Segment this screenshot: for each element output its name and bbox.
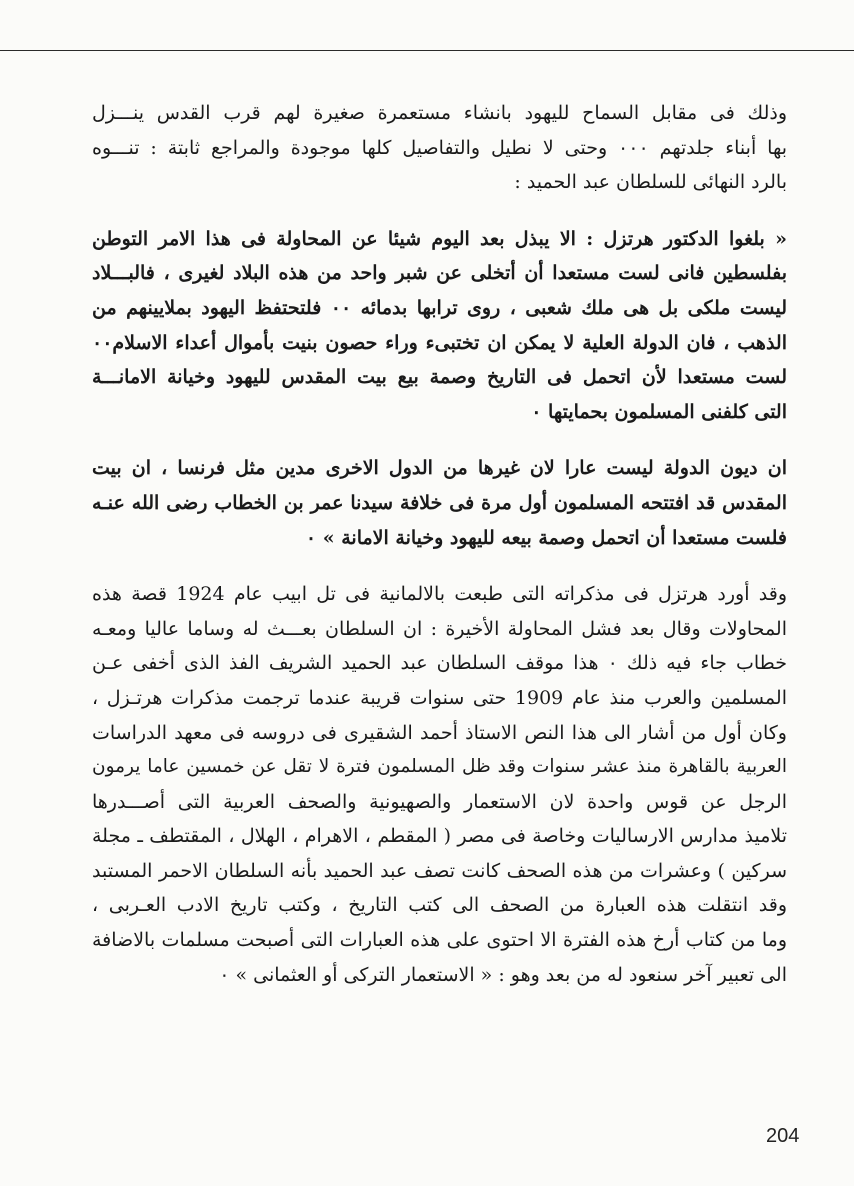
text-line: وما من كتاب أرخ هذه الفترة الا احتوى على هذه العبارات التى أصبحت مسلمات بالاضافة [92,929,787,952]
text-line: بها أبناء جلدتهم ٠٠٠ وحتى لا نطيل والتفاصيل كلها موجودة والمراجع ثابتة : تنـــوه [92,136,787,159]
text-line: التى كلفنى المسلمون بحمايتها ٠ [531,400,787,423]
page-number: 204 [766,1125,800,1147]
page-body [92,96,787,992]
text-line: « بلغوا الدكتور هرتزل : الا يبذل بعد اليوم شيئا عن المحاولة فى هذا الامر التوطن [92,227,787,250]
text-line: لست مستعدا لأن اتحمل فى التاريخ وصمة بيع بيت المقدس لليهود وخيانة الامانـــة [92,366,787,389]
text-line: المقدس قد افتتحه المسلمون أول مرة فى خلافة سيدنا عمر بن الخطاب رضى الله عنـه [92,491,787,514]
text-line: وقد انتقلت هذه العبارة من الصحف الى كتب التاريخ ، وكتب تاريخ الادب العـربى ، [92,894,787,917]
text-line: المحاولات وقال بعد فشل المحاولة الأخيرة : ان السلطان بعـــث له وساما عاليا ومعـه [92,617,787,640]
text-line: المسلمين والعرب منذ عام 1909 حتى سنوات قريبة عندما ترجمت مذكرات هرتـزل ، [92,686,787,709]
paragraph-quote-1 [92,222,787,430]
text-line: ليست ملكى بل هى ملك شعبى ، روى ترابها بدمائه ٠٠ فلتحتفظ اليهود بملايينهم من [92,296,787,319]
text-line: وذلك فى مقابل السماح لليهود بانشاء مستعمرة صغيرة لهم قرب القدس ينـــزل [92,102,787,124]
paragraph-commentary [92,577,787,992]
text-line: خطاب جاء فيه ذلك ٠ هذا موقف السلطان عبد الحميد الشريف الفذ الذى أخفى عـن [92,652,787,675]
text-line: وكان أول من أشار الى هذا النص الاستاذ أحمد الشقيرى فى دروسه فى معهد الدراسات [92,721,787,744]
paragraph-quote-2 [92,451,787,555]
text-line: الى تعبير آخر سنعود له من بعد وهو : « الاستعمار التركى أو العثمانى » ٠ [219,963,787,986]
text-line: تلاميذ مدارس الارساليات وخاصة فى مصر ( المقطم ، الاهرام ، الهلال ، المقتطف ـ مجلة [92,825,787,848]
text-line: الذهب ، فان الدولة العلية لا يمكن ان تختبىء وراء حصون بنيت بأموال أعداء الاسلام٠٠ [92,331,787,354]
text-line: بفلسطين فانى لست مستعدا أن أتخلى عن شبر واحد من هذه البلاد لغيرى ، فالبـــلاد [92,262,787,285]
text-line: بالرد النهائى للسلطان عبد الحميد : [514,171,787,194]
text-line: الرجل عن قوس واحدة لان الاستعمار والصهيونية والصحف العربية التى أصـــدرها [92,790,787,813]
text-line: وقد أورد هرتزل فى مذكراته التى طبعت بالالمانية فى تل ابيب عام 1924 قصة هذه [92,583,787,606]
paragraph-intro [92,96,787,200]
text-line: العربية بالقاهرة منذ عشر سنوات وقد ظل المسلمون فترة لا تقل عن خمسين عاما يرمون [92,756,787,778]
top-rule [0,50,854,51]
text-line: سركين ) وعشرات من هذه الصحف كانت تصف عبد الحميد بأنه السلطان الاحمر المستبد [92,859,787,882]
text-line: فلست مستعدا أن اتحمل وصمة بيعه لليهود وخيانة الامانة » ٠ [305,526,787,549]
text-line: ان ديون الدولة ليست عارا لان غيرها من الدول الاخرى مدين مثل فرنسا ، ان بيت [92,457,787,480]
